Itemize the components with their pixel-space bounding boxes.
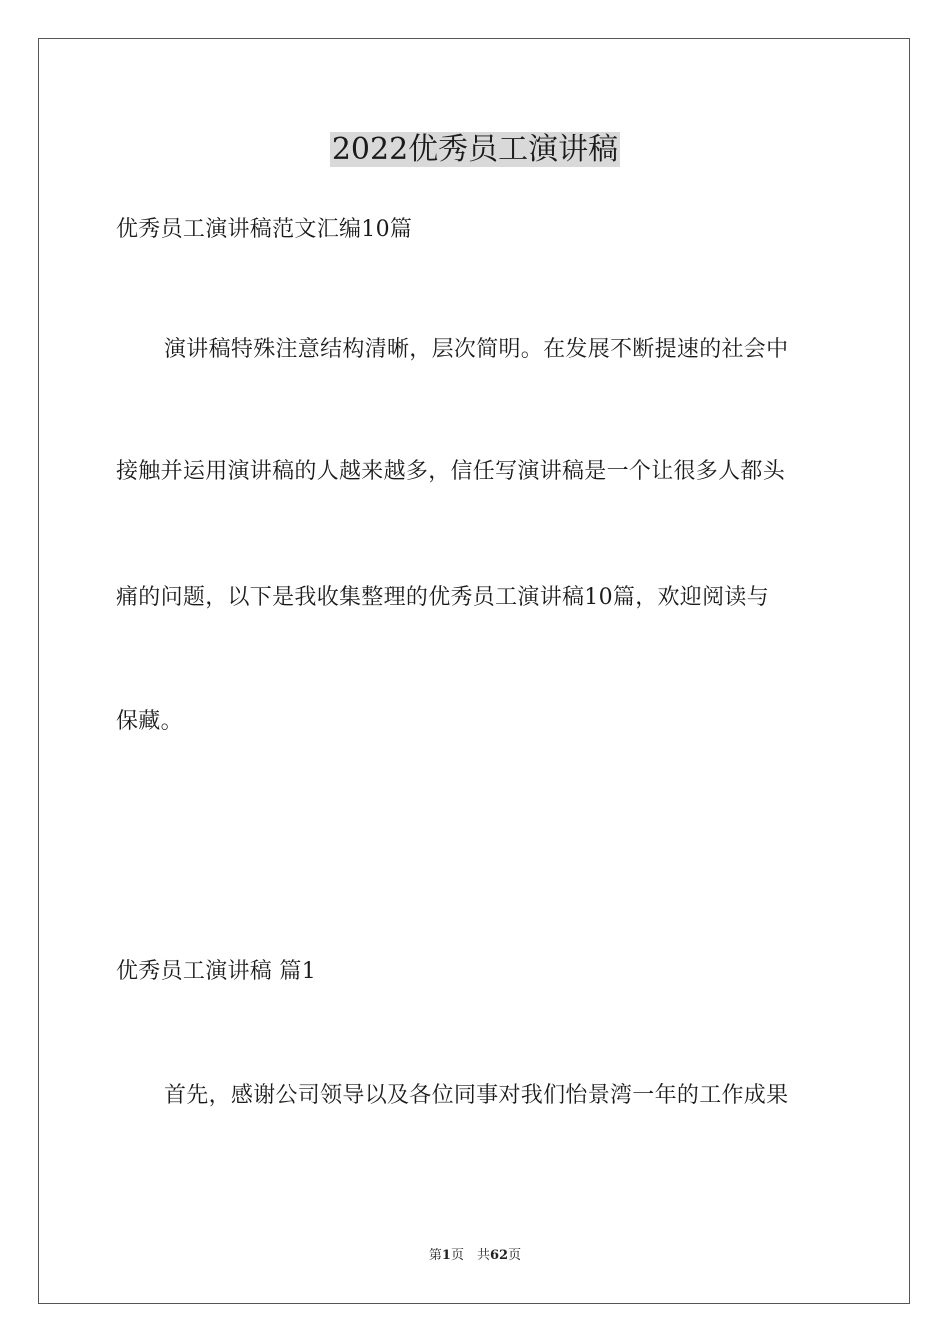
section-first-line: 首先，感谢公司领导以及各位同事对我们怡景湾一年的工作成果	[164, 1083, 789, 1108]
document-title	[0, 128, 950, 172]
intro-line-3: 痛的问题，以下是我收集整理的优秀员工演讲稿10篇，欢迎阅读与	[116, 585, 769, 610]
footer-page-mid: 页 共	[450, 1248, 490, 1263]
intro-line-1: 演讲稿特殊注意结构清晰，层次简明。在发展不断提速的社会中	[164, 337, 789, 362]
footer-page-total: 62	[489, 1248, 509, 1263]
intro-line-2: 接触并运用演讲稿的人越来越多，信任写演讲稿是一个让很多人都头	[116, 459, 786, 484]
section-heading: 优秀员工演讲稿 篇1	[116, 959, 316, 984]
footer-page-current: 1	[441, 1248, 451, 1263]
intro-line-4: 保藏。	[116, 709, 183, 734]
footer-page-suffix: 页	[508, 1248, 522, 1263]
footer-page-prefix: 第	[428, 1248, 442, 1263]
document-title-text: 2022优秀员工演讲稿	[331, 132, 619, 167]
page-footer	[0, 1246, 950, 1266]
document-subtitle: 优秀员工演讲稿范文汇编10篇	[116, 217, 413, 242]
